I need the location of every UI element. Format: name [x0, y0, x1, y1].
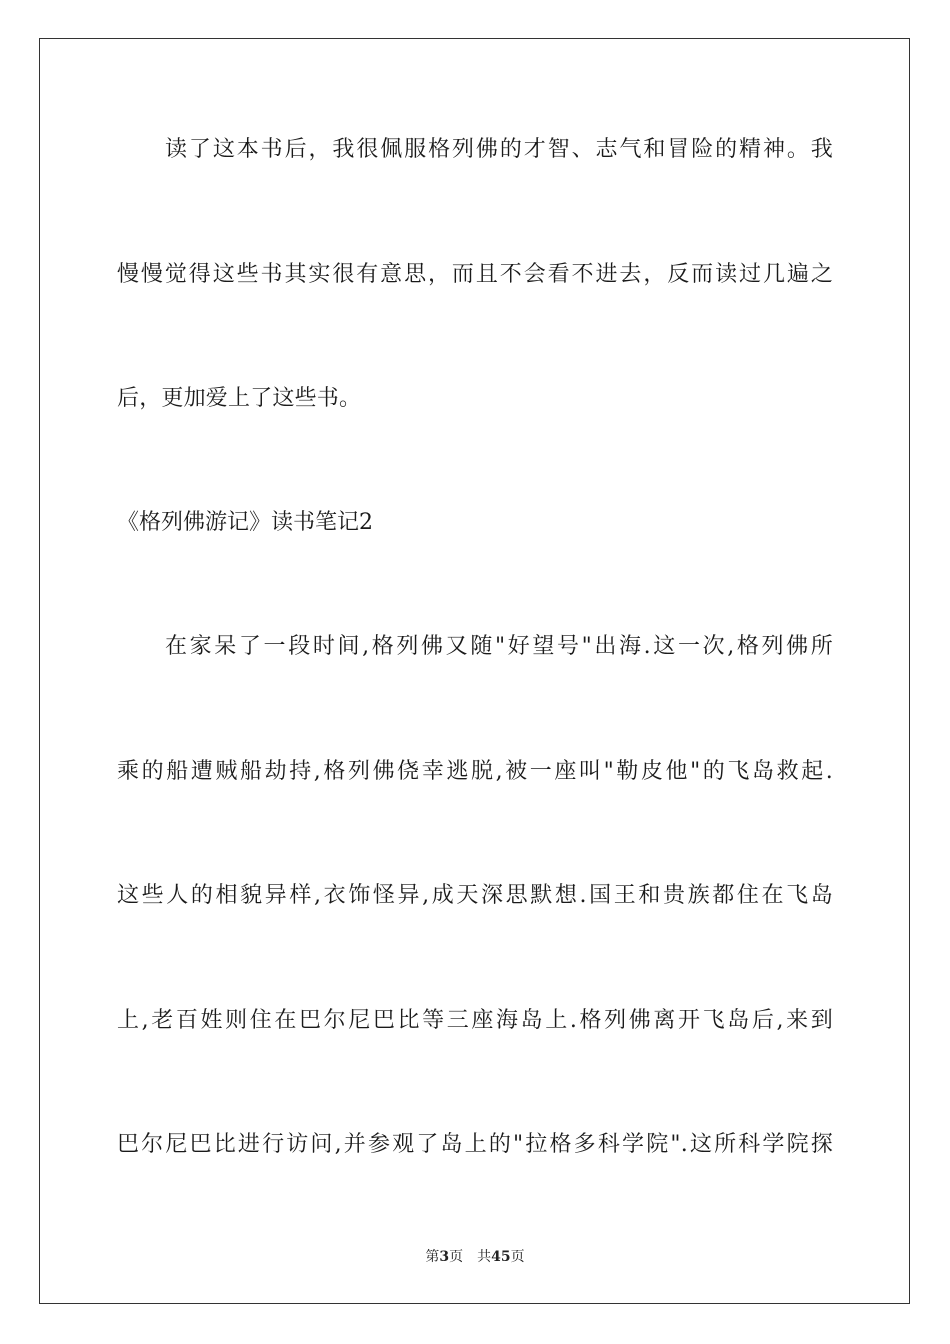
- paragraph-line: 在家呆了一段时间,格列佛又随"好望号"出海.这一次,格列佛所: [165, 634, 833, 659]
- total-label-prefix: 共: [477, 1249, 492, 1265]
- page-footer: [0, 1247, 950, 1267]
- paragraph-line: 后，更加爱上了这些书。: [117, 386, 362, 411]
- total-pages: 45: [491, 1249, 511, 1265]
- section-heading: 《格列佛游记》读书笔记2: [117, 510, 373, 535]
- paragraph-line: 乘的船遭贼船劫持,格列佛侥幸逃脱,被一座叫"勒皮他"的飞岛救起.: [117, 759, 833, 784]
- page-number: 3: [439, 1249, 450, 1265]
- paragraph-line: 上,老百姓则住在巴尔尼巴比等三座海岛上.格列佛离开飞岛后,来到: [117, 1008, 833, 1033]
- page-label-suffix: 页: [449, 1249, 464, 1265]
- page-border: [39, 38, 910, 1304]
- page-label-prefix: 第: [425, 1249, 440, 1265]
- total-label-suffix: 页: [510, 1249, 525, 1265]
- paragraph-line: 巴尔尼巴比进行访问,并参观了岛上的"拉格多科学院".这所科学院探: [117, 1132, 833, 1157]
- paragraph-line: 这些人的相貌异样,衣饰怪异,成天深思默想.国王和贵族都住在飞岛: [117, 883, 833, 908]
- paragraph-line: 读了这本书后，我很佩服格列佛的才智、志气和冒险的精神。我: [165, 137, 833, 162]
- paragraph-line: 慢慢觉得这些书其实很有意思，而且不会看不进去，反而读过几遍之: [117, 262, 833, 287]
